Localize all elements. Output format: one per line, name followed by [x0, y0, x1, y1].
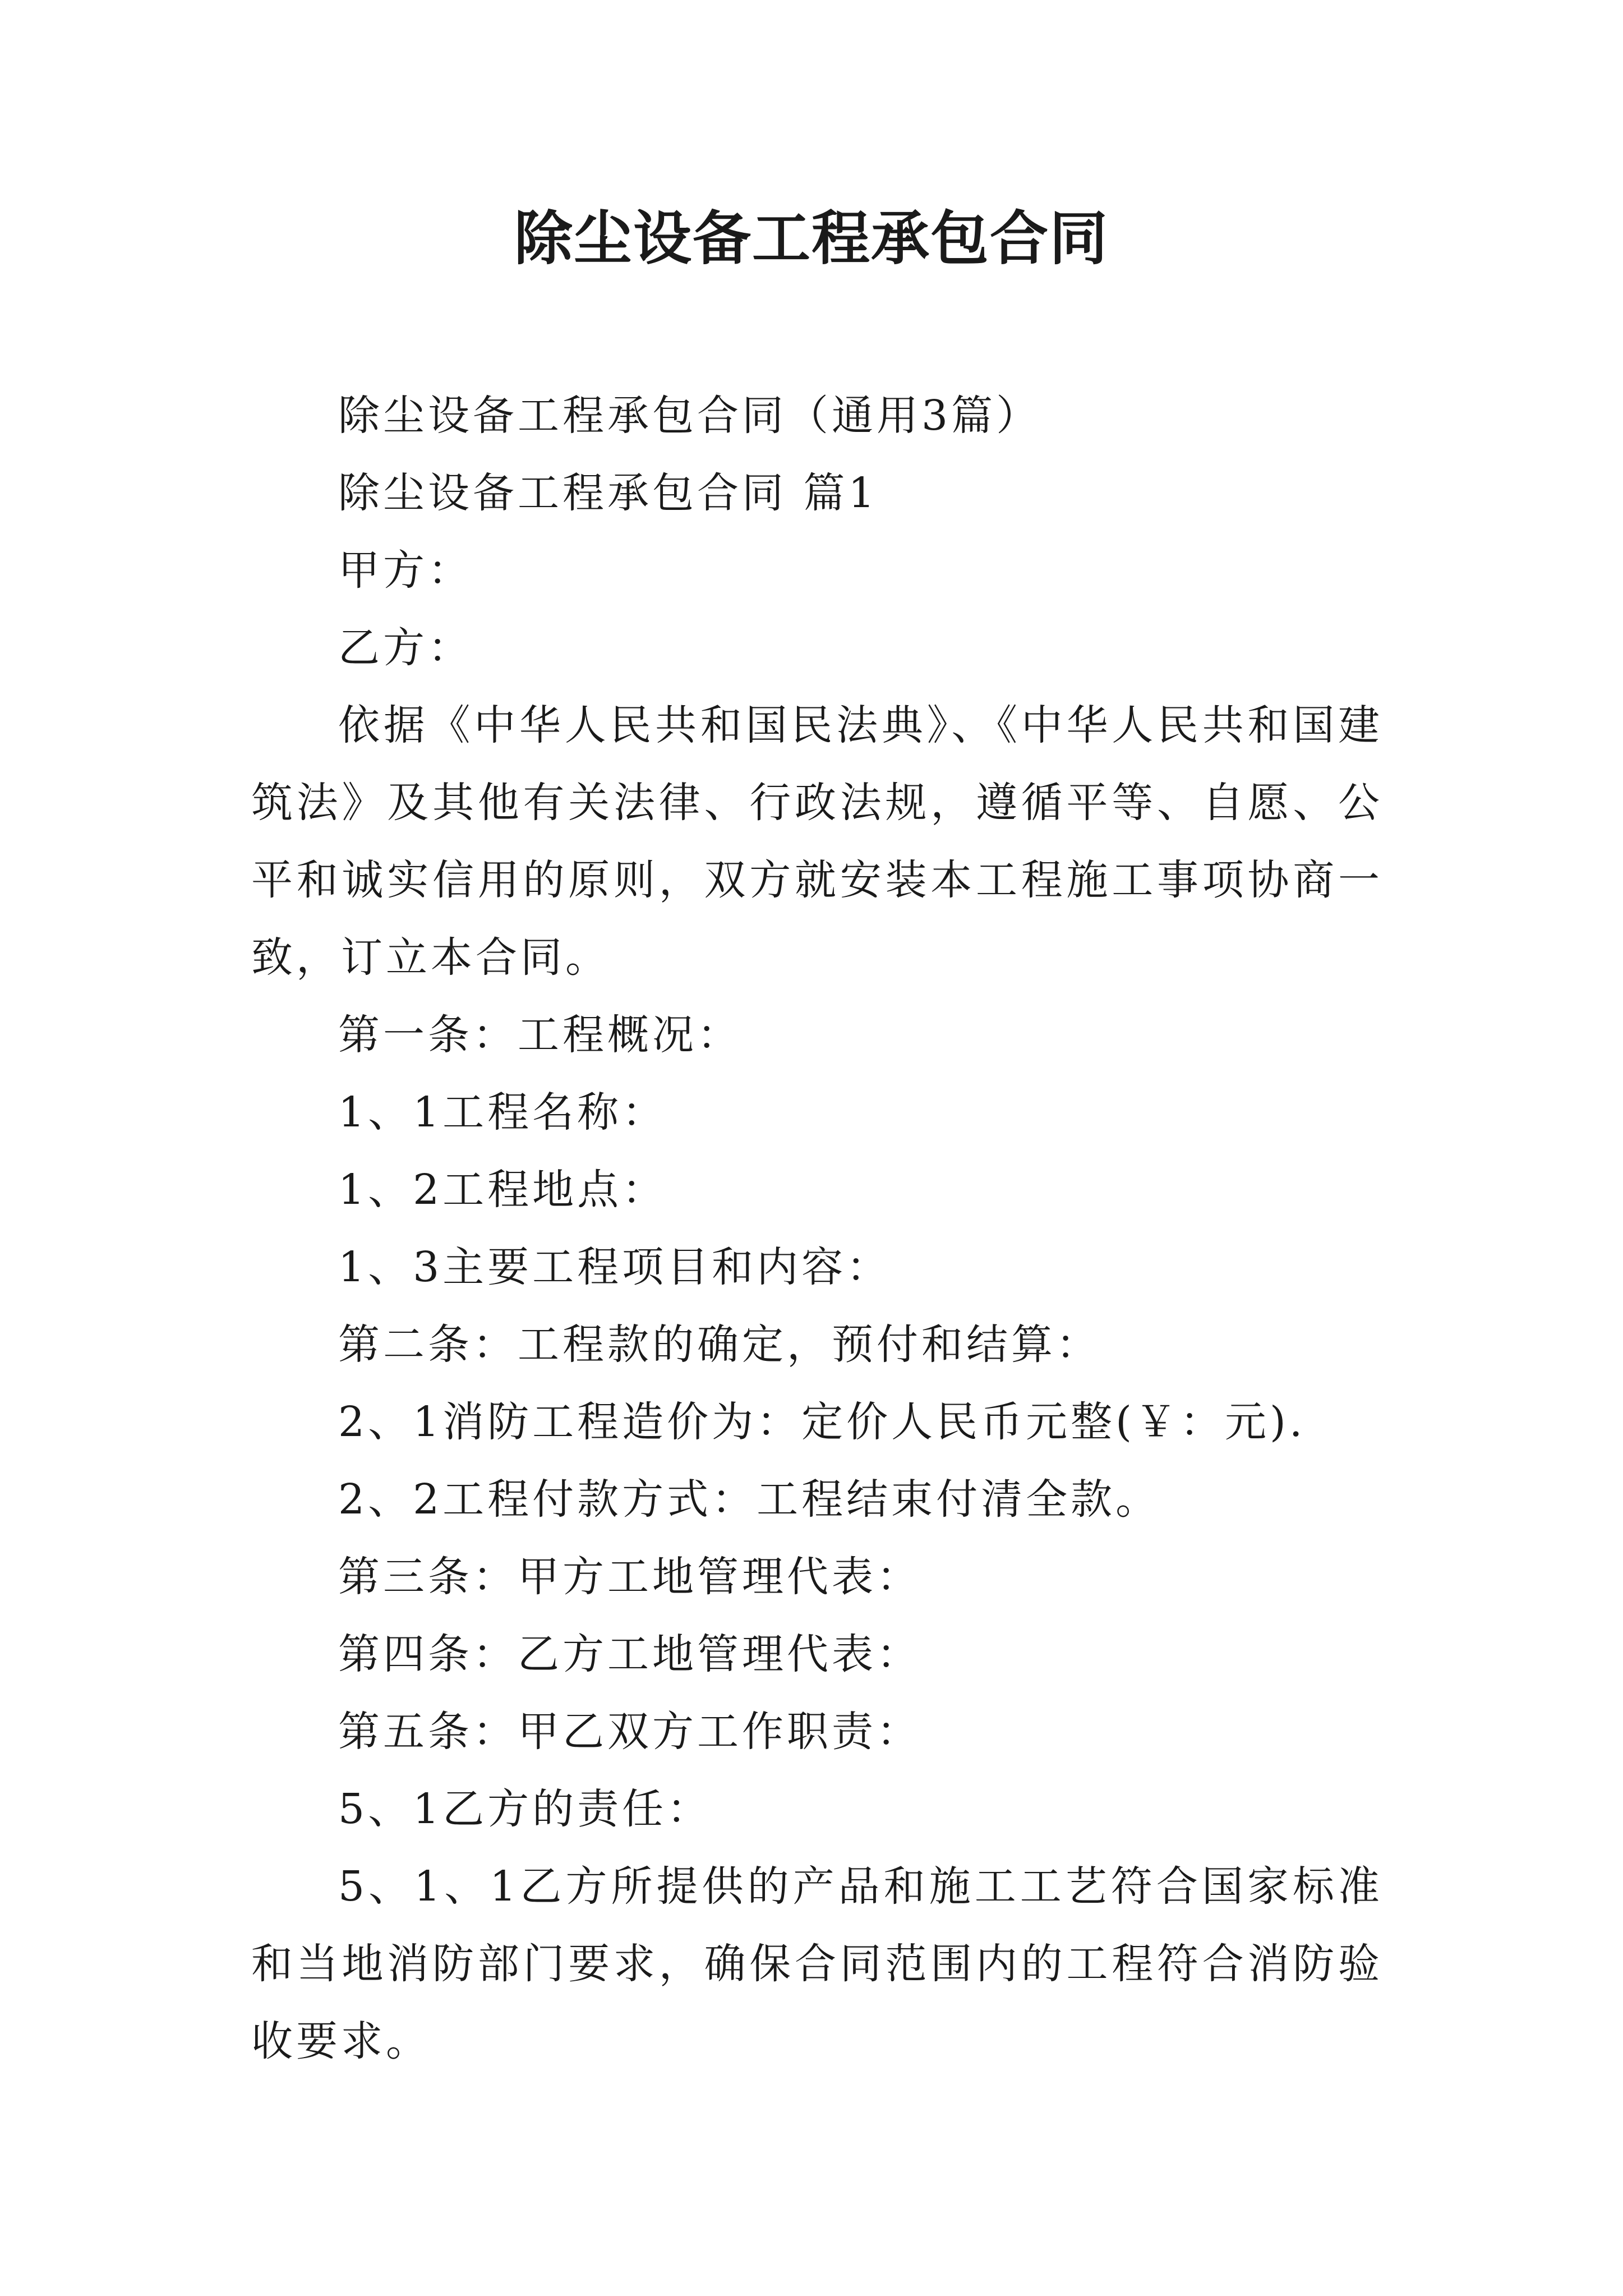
paragraph-item-1-3: 1、3主要工程项目和内容：	[338, 1243, 892, 1291]
paragraph-item-2-2: 2、2工程付款方式：工程结束付清全款。	[338, 1475, 1161, 1524]
paragraph-article-4: 第四条：乙方工地管理代表：	[338, 1630, 921, 1678]
paragraph-article-1: 第一条：工程概况：	[338, 1011, 742, 1059]
paragraph-item-5-1: 5、1乙方的责任：	[338, 1785, 712, 1833]
paragraph-item-1-1: 1、1工程名称：	[338, 1088, 667, 1137]
document-title: 除尘设备工程承包合同	[514, 204, 1109, 273]
paragraph-item-1-2: 1、2工程地点：	[338, 1166, 667, 1214]
paragraph-article-5: 第五条：甲乙双方工作职责：	[338, 1708, 921, 1756]
paragraph-item-5-1-1: 5、1、1乙方所提供的产品和施工工艺符合国家标准和当地消防部门要求，确保合同范围内的工程符合消防验收要求。	[251, 1862, 1383, 2065]
paragraph-part-heading: 除尘设备工程承包合同 篇1	[338, 469, 878, 517]
document-body	[251, 377, 1383, 2080]
paragraph-item-2-1: 2、1消防工程造价为：定价人民币元整(￥：元).	[338, 1398, 1306, 1446]
paragraph-preamble: 依据《中华人民共和国民法典》、《中华人民共和国建筑法》及其他有关法律、行政法规，遵循平等、自愿、公平和诚实信用的原则，双方就安装本工程施工事项协商一致，订立本合同。	[251, 701, 1383, 982]
paragraph-collection-title: 除尘设备工程承包合同（通用3篇）	[338, 392, 1041, 440]
paragraph-party-a: 甲方：	[338, 546, 473, 595]
paragraph-article-2: 第二条：工程款的确定，预付和结算：	[338, 1320, 1101, 1369]
paragraph-party-b: 乙方：	[338, 624, 473, 672]
paragraph-article-3: 第三条：甲方工地管理代表：	[338, 1553, 921, 1601]
